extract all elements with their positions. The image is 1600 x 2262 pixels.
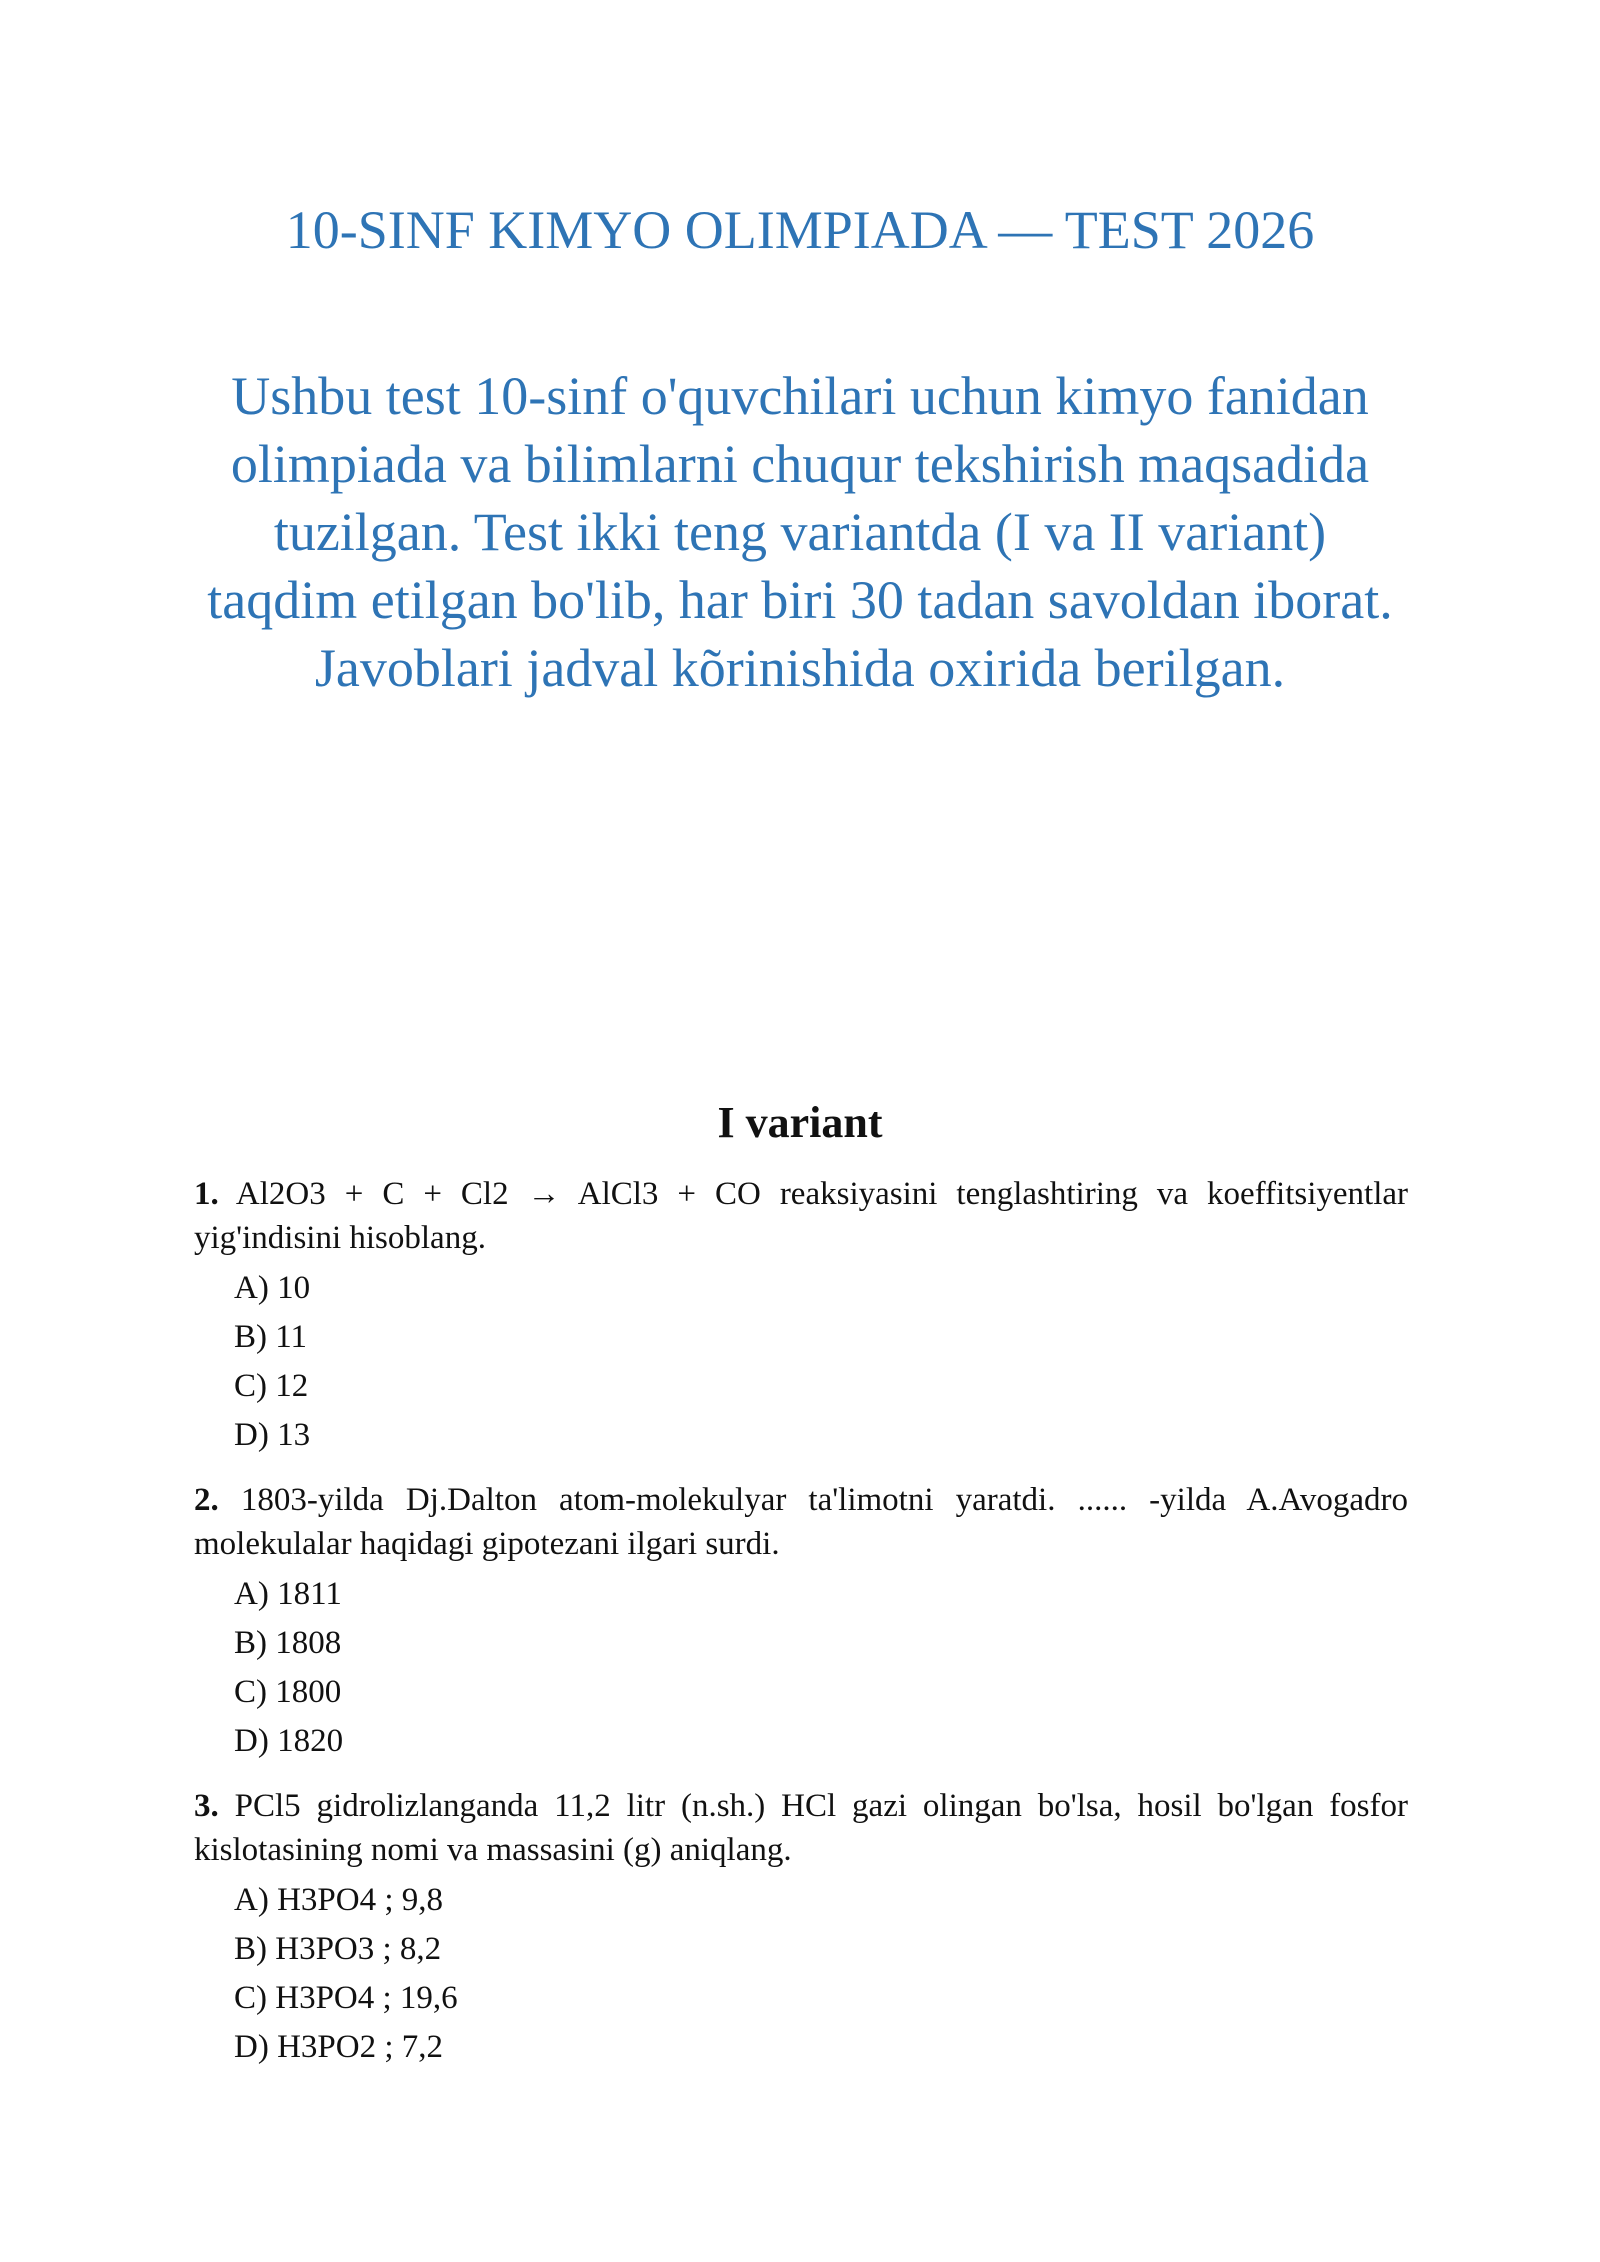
question-1-text <box>194 1172 1408 1260</box>
question-2-option-d: D) 1820 <box>234 1723 344 1759</box>
question-3-option-c: C) H3PO4 ; 19,6 <box>234 1980 458 2016</box>
document-intro: Ushbu test 10-sinf o'quvchilari uchun kimyo fanidan olimpiada va bilimlarni chuqur tekshirish maqsadida tuzilgan. Test ikki teng variantda (I va II variant) taqdim etilgan bo'lib, har biri 30 tadan savoldan iborat. Javoblari jadval kõrinishida oxirida berilgan. <box>207 366 1393 698</box>
question-3-body: PCl5 gidrolizlanganda 11,2 litr (n.sh.) HCl gazi olingan bo'lsa, hosil bo'lgan fosfor kislotasining nomi va massasini (g) aniqlang. <box>194 1788 1409 1868</box>
question-2-option-b: B) 1808 <box>234 1625 342 1661</box>
question-3 <box>194 1784 1408 2072</box>
question-3-text <box>194 1784 1408 1872</box>
question-1-option-d: D) 13 <box>234 1417 311 1453</box>
document-title: 10-SINF KIMYO OLIMPIADA — TEST 2026 <box>285 200 1315 260</box>
question-list <box>194 1172 1408 2090</box>
question-2-body: 1803-yilda Dj.Dalton atom-molekulyar ta'limotni yaratdi. ...... -yilda A.Avogadro molekulalar haqidagi gipotezani ilgari surdi. <box>194 1482 1408 1562</box>
question-2-options <box>194 1570 1408 1766</box>
question-2 <box>194 1478 1408 1766</box>
question-3-number: 3. <box>194 1788 219 1824</box>
question-1-option-a: A) 10 <box>234 1270 311 1306</box>
question-2-number: 2. <box>194 1482 219 1518</box>
question-3-option-d: D) H3PO2 ; 7,2 <box>234 2029 444 2065</box>
question-1-body: Al2O3 + C + Cl2 → AlCl3 + CO reaksiyasini tenglashtiring va koeffitsiyentlar yig'indisini hisoblang. <box>194 1176 1408 1256</box>
question-3-options <box>194 1876 1408 2072</box>
question-2-text <box>194 1478 1408 1566</box>
question-3-option-a: A) H3PO4 ; 9,8 <box>234 1882 444 1918</box>
variant-heading: I variant <box>717 1098 883 1147</box>
question-1-options <box>194 1264 1408 1460</box>
question-1 <box>194 1172 1408 1460</box>
question-2-option-a: A) 1811 <box>234 1576 342 1612</box>
question-2-option-c: C) 1800 <box>234 1674 342 1710</box>
question-1-option-c: C) 12 <box>234 1368 309 1404</box>
question-3-option-b: B) H3PO3 ; 8,2 <box>234 1931 442 1967</box>
question-1-option-b: B) 11 <box>234 1319 308 1355</box>
question-1-number: 1. <box>194 1176 219 1212</box>
